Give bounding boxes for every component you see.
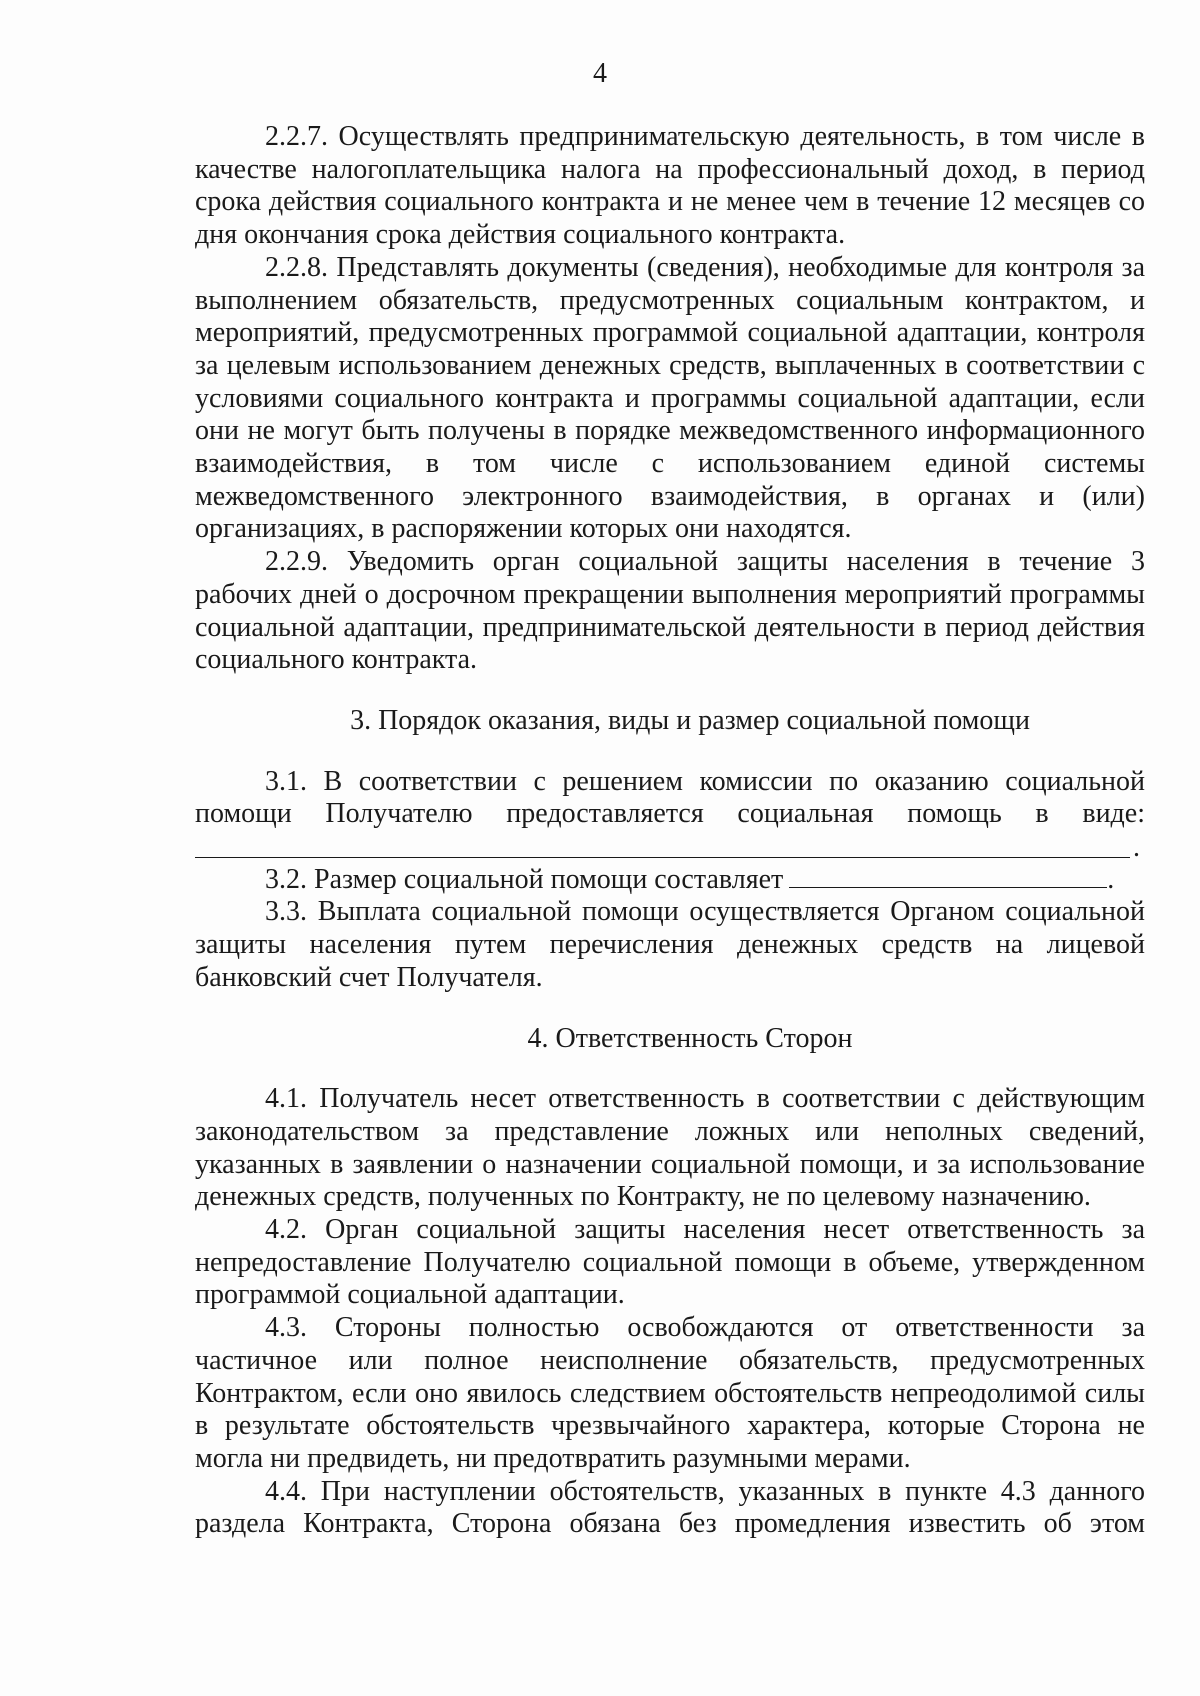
spacer: [195, 995, 1145, 1023]
paragraph-3-2-text: 3.2. Размер социальной помощи составляет: [265, 863, 784, 895]
paragraph-4-3: 4.3. Стороны полностью освобождаются от ответственности за частичное или полное неисполнение обязательств, предусмотренных Контрактом, если оно явилось следствием обстоятельств непреодолимой силы в результате обстоятельств чрезвычайного характера, которые Сторона не могла ни предвидеть, ни предотвратить разумными мерами.: [195, 1312, 1145, 1474]
aid-amount-blank: [789, 865, 1107, 888]
paragraph-3-3: 3.3. Выплата социальной помощи осуществляется Органом социальной защиты населения путем перечисления денежных средств на лицевой банковский счет Получателя.: [195, 896, 1145, 993]
paragraph-3-1: 3.1. В соответствии с решением комиссии по оказанию социальной помощи Получателю предоставляется социальная помощь в виде:: [195, 765, 1145, 830]
document-body: [195, 121, 1145, 1541]
section-3-heading: 3. Порядок оказания, виды и размер социальной помощи: [350, 704, 1030, 736]
line-end-period: .: [1107, 863, 1115, 895]
paragraph-4-2: 4.2. Орган социальной защиты населения несет ответственность за непредоставление Получателю социальной помощи в объеме, утвержденном программой социальной адаптации.: [195, 1214, 1145, 1311]
paragraph-3-2: [195, 864, 1145, 897]
line-end-period: .: [1133, 831, 1140, 863]
spacer: [195, 1055, 1145, 1083]
paragraph-2-2-8: 2.2.8. Представлять документы (сведения), необходимые для контроля за выполнением обязательств, предусмотренных социальным контрактом, и мероприятий, предусмотренных программой социальной адаптации, контроля за целевым использованием денежных средств, выплаченных в соответствии с условиями социального контракта и программы социальной адаптации, если они не могут быть получены в порядке межведомственного информационного взаимодействия, в том числе с использованием единой системы межведомственного электронного взаимодействия, в органах и (или) организациях, в распоряжении которых они находятся.: [195, 251, 1145, 545]
spacer: [195, 738, 1145, 766]
spacer: [195, 677, 1145, 705]
paragraph-4-1: 4.1. Получатель несет ответственность в соответствии с действующим законодательством за представление ложных или неполных сведений, указанных в заявлении о назначении социальной помощи, и за использование денежных средств, полученных по Контракту, не по целевому назначению.: [195, 1083, 1145, 1213]
fill-in-rule: [195, 857, 1130, 858]
page-number: 4: [593, 58, 607, 89]
paragraph-4-4: 4.4. При наступлении обстоятельств, указанных в пункте 4.3 данного раздела Контракта, Сторона обязана без промедления известить об этом: [195, 1475, 1145, 1540]
paragraph-2-2-9: 2.2.9. Уведомить орган социальной защиты населения в течение 3 рабочих дней о досрочном прекращении выполнения мероприятий программы социальной адаптации, предпринимательской деятельности в период действия социального контракта.: [195, 546, 1145, 676]
section-4-heading: 4. Ответственность Сторон: [527, 1022, 853, 1054]
paragraph-2-2-7: 2.2.7. Осуществлять предпринимательскую деятельность, в том числе в качестве налогоплательщика налога на профессиональный доход, в период срока действия социального контракта и не менее чем в течение 12 месяцев со дня окончания срока действия социального контракта.: [195, 121, 1145, 251]
aid-type-blank-line: [195, 831, 1145, 864]
